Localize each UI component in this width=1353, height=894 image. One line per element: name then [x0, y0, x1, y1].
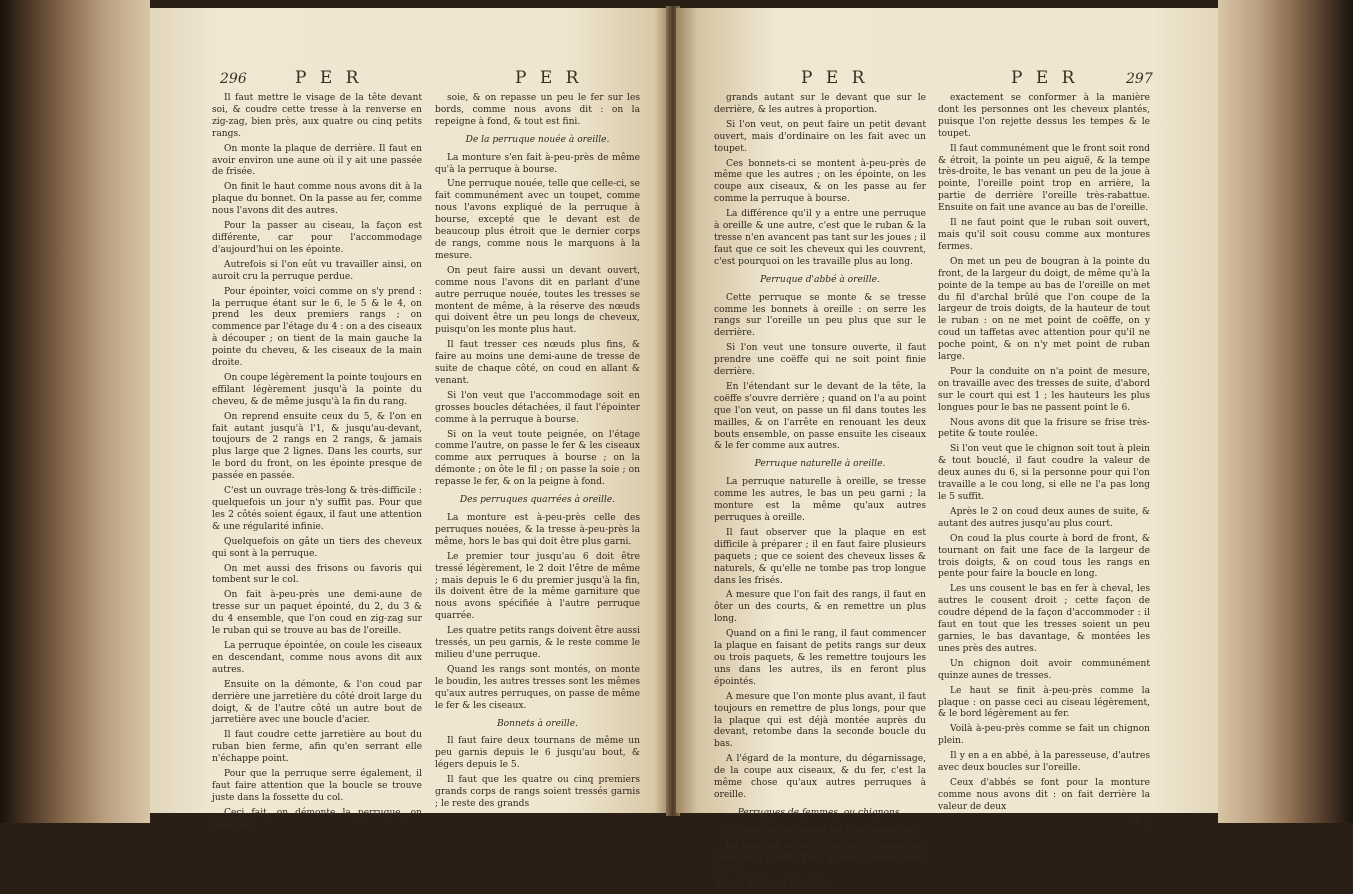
- paragraph: Autrefois si l'on eût vu travailler ainsi, on auroit cru la perruque perdue.: [212, 259, 422, 282]
- paragraph: On met aussi des frisons ou favoris qui tombent sur le col.: [212, 563, 422, 586]
- paragraph: On peut faire aussi un devant ouvert, comme nous l'avons dit en parlant d'une autre perruque nouée, toutes les tresses se montent de même, à la réserve des nœuds qui doivent être un peu longs de cheveux, puisqu'on les monte plus haut.: [435, 265, 640, 336]
- paragraph: La monture se fait à-peu-près comme une monture à oreille. Pour qu'elles saillent bien, il faut: [714, 840, 926, 875]
- section-heading: Perruque naturelle à oreille.: [754, 459, 886, 470]
- paragraph: soie, & on repasse un peu le fer sur les bords, comme nous avons dit : on la repeigne à fond, & tout est fini.: [435, 93, 640, 127]
- paragraph: exactement se conformer à la manière dont les personnes ont les cheveux plantés, puisque l'on rejette dessus les tempes & le toupet.: [938, 93, 1150, 139]
- paragraph: Ce sont les perruques les plus modernes.: [726, 825, 917, 836]
- paragraph: Si l'on veut, on peut faire un petit devant ouvert, mais d'ordinaire on les fait avec un toupet.: [714, 119, 926, 154]
- right-page: [676, 8, 1218, 890]
- paragraph: Il faut mettre le visage de la tête devant soi, & coudre cette tresse à la renverse en zig-zag, bien près, aux quatre ou cinq petits rangs.: [212, 93, 422, 139]
- paragraph: A mesure que l'on fait des rangs, il faut en ôter un des courts, & en remettre un plus long.: [714, 590, 926, 625]
- paragraph: La monture est à-peu-près celle des perruques nouées, & la tresse à-peu-près la même, hors le bas qui doit être plus garni.: [435, 513, 640, 547]
- paragraph: On coupe légèrement la pointe toujours en effilant légèrement jusqu'à la pointe du cheveu, & de même jusqu'à la fin du rang.: [212, 372, 422, 407]
- paragraph: La monture s'en fait à-peu-près de même qu'à la perruque à bourse.: [435, 152, 640, 175]
- paragraph: Si on la veut toute peignée, on l'étage comme l'autre, on passe le fer & les ciseaux comme aux perruques à bourse ; on la démonte ; on ôte le fil ; on passe la soie ; on repasse le fer, & on la peigne à fond.: [435, 429, 640, 488]
- paragraph: Il faut que les quatre ou cinq premiers grands corps de rangs soient tressés garnis ; le reste des grands: [435, 775, 640, 809]
- paragraph: Les quatre petits rangs doivent être aussi tressés, un peu garnis, & le reste comme le milieu d'une perruque.: [435, 626, 640, 660]
- paragraph: On reprend ensuite ceux du 5, & l'on en fait autant jusqu'à l'1, & jusqu'au-devant, toujours de 2 rangs en 2 rangs, & jamais plus large que 2 lignes. Dans les courts, sur le bord du front, on les épointe presque de passée en passée.: [212, 411, 422, 482]
- paragraph: Ceci fait, on démonte la perruque, on passe la: [212, 807, 422, 830]
- text-column-left-2: [435, 93, 640, 814]
- paragraph: Il faut communément que le front soit rond & étroit, la pointe un peu aiguë, & la tempe très-droite, le bas venant un peu de la joue à pointe, l'oreille point trop en arrière, la partie de derrière l'oreille très-rabattue. Ensuite on fait une avance au bas de l'oreille.: [938, 143, 1150, 214]
- paragraph: Pour épointer, voici comme on s'y prend : la perruque étant sur le 6, le 5 & le 4, on prend les deux premiers rangs ; on commence par l'étage du 4 : on a des ciseaux à découper ; on tient de la main gauche la pointe du cheveu, & les ciseaux de la main droite.: [212, 286, 422, 369]
- running-head: P E R: [295, 68, 363, 88]
- paragraph: Pour que la perruque serre également, il faut faire attention que la boucle se trouve juste dans la fossette du col.: [212, 769, 422, 803]
- paragraph: On fait à-peu-près une demi-aune de tresse sur un paquet épointé, du 2, du 3 & du 4 ensemble, que l'on coud en zig-zag sur le ruban qui se trouve au bas de l'oreille.: [212, 590, 422, 637]
- paragraph: Si l'on veut une tonsure ouverte, il faut prendre une coëffe qui ne soit point finie derrière.: [714, 343, 926, 378]
- paragraph: Quelquefois on gâte un tiers des cheveux qui sont à la perruque.: [212, 536, 422, 559]
- page-number: 296: [220, 71, 247, 87]
- paragraph: Il y en a en abbé, à la paresseuse, d'autres avec deux boucles sur l'oreille.: [938, 751, 1150, 774]
- text-column-right-1: [714, 93, 926, 894]
- paragraph: Un chignon doit avoir communément quinze aunes de tresses.: [938, 658, 1150, 681]
- paragraph: Si l'on veut que le chignon soit tout à plein & tout bouclé, il faut coudre la valeur de deux aunes du 6, si la personne pour qui l'on travaille a le cou long, si elle ne l'a pas long le 5 suffit.: [938, 444, 1150, 502]
- paragraph: Ceux d'abbés se font pour la monture comme nous avons dit : on fait derrière la valeur de deux: [938, 777, 1150, 812]
- paragraph: Le haut se finit à-peu-près comme la plaque : on passe ceci au ciseau légèrement, & le bord légèrement au fer.: [938, 685, 1150, 720]
- footer-line: Arts & Métiers. Tom. VI.: [714, 879, 827, 890]
- paragraph: La perruque naturelle à oreille, se tresse comme les autres, le bas un peu garni ; la monture est la même qu'aux autres perruques à oreille.: [714, 477, 926, 523]
- paragraph: Pour la passer au ciseau, la façon est différente, car pour l'accommodage d'aujourd'hui on les épointe.: [212, 221, 422, 255]
- text-column-right-2: [938, 93, 1150, 832]
- running-head: P E R: [1011, 68, 1079, 88]
- section-heading: Perruque d'abbé à oreille.: [760, 274, 880, 285]
- paragraph: Les uns cousent le bas en fer à cheval, les autres le cousent droit ; cette façon de coudre dépend de la façon d'accommoder : il faut en tout que les tresses soient un peu garnies, le bas davantage, & montées les unes près des autres.: [938, 584, 1150, 654]
- paragraph: Voilà à-peu-près comme se fait un chignon plein.: [938, 724, 1150, 747]
- paragraph: Une perruque nouée, telle que celle-ci, se fait communément avec un toupet, comme nous l'avons expliqué de la perruque à bourse, excepté que le devant est de beaucoup plus étroit que le dernier corps de rangs, comme nous le marquons à la mesure.: [435, 179, 640, 261]
- paragraph: Il faut coudre cette jarretière au bout du ruban bien ferme, afin qu'en serrant elle n'échappe point.: [212, 730, 422, 765]
- paragraph: La différence qu'il y a entre une perruque à oreille & une autre, c'est que le ruban & la tresse n'en avancent pas tant sur les joues ; il faut que ce soit les cheveux qui les couvrent, c'est pourquoi on les travaille plus au long.: [714, 209, 926, 267]
- paragraph: On finit le haut comme nous avons dit à la plaque du bonnet. On la passe au fer, comme nous l'avons dit des autres.: [212, 182, 422, 217]
- paragraph: Il ne faut point que le ruban soit ouvert, mais qu'il soit cousu comme aux montures fermes.: [938, 218, 1150, 252]
- paragraph: Ces bonnets-ci se montent à-peu-près de même que les autres ; on les épointe, on les coupe aux ciseaux, & on les passe au fer comme la perruque à bourse.: [714, 158, 926, 205]
- paragraph: A mesure que l'on monte plus avant, il faut toujours en remettre de plus longs, pour que la plaque qui est déjà montée auprès du devant, retombe dans la seconde boucle du bas.: [714, 691, 926, 750]
- section-heading: Des perruques quarrées à oreille.: [459, 495, 616, 506]
- paragraph: Il faut tresser ces nœuds plus fins, & faire au moins une demi-aune de tresse de suite de chaque côté, on coud en allant & venant.: [435, 340, 640, 386]
- running-head: P E R: [801, 68, 869, 88]
- paragraph: On monte la plaque de derrière. Il faut en avoir environ une aune où il y ait une passée de frisée.: [212, 143, 422, 178]
- signature-mark: P p: [1135, 816, 1150, 827]
- paragraph: grands autant sur le devant que sur le derrière, & les autres à proportion.: [714, 93, 926, 115]
- page-number: 297: [1126, 71, 1153, 87]
- paragraph: On coud la plus courte à bord de front, & tournant on fait une face de la largeur de trois doigts, & on coud tous les rangs en pente pour faire la boucle en long.: [938, 533, 1150, 580]
- paragraph: Nous avons dit que la frisure se frise très-petite & toute roulée.: [938, 417, 1150, 440]
- paragraph: C'est un ouvrage très-long & très-difficile : quelquefois un jour n'y suffit pas. Pour que les 2 côtés soient égaux, il faut une attention & une régularité infinie.: [212, 486, 422, 532]
- paragraph: Quand les rangs sont montés, on monte le boudin, les autres tresses sont les mêmes qu'aux autres perruques, on passe de même le fer & les ciseaux.: [435, 664, 640, 711]
- paragraph: Le premier tour jusqu'au 6 doit être tressé légèrement, le 2 doit l'être de même ; mais depuis le 6 du premier jusqu'à la fin, ils doivent être de la même garniture que nous avons spécifiée à l'autre perruque quarrée.: [435, 551, 640, 622]
- paragraph: Ensuite on la démonte, & l'on coud par derrière une jarretière du côté droit large du doigt, & de l'autre côté un autre bout de jarretière avec une boucle d'acier.: [212, 679, 422, 726]
- paragraph: Quand on a fini le rang, il faut commencer la plaque en faisant de petits rangs sur deux ou trois paquets, & les remettre toujours les uns dans les autres, ils en feront plus épointés.: [714, 629, 926, 687]
- book-edge-right: [1218, 0, 1353, 823]
- left-page: [150, 8, 670, 830]
- paragraph: Après le 2 on coud deux aunes de suite, & autant des autres jusqu'au plus court.: [938, 506, 1150, 529]
- paragraph: Il faut observer que la plaque en est difficile à préparer ; il en faut faire plusieurs paquets ; que ce soient des cheveux lisses & naturels, & qu'elle ne tombe pas trop longue dans les frisés.: [714, 527, 926, 586]
- paragraph: Il faut faire deux tournans de même un peu garnis depuis le 6 jusqu'au bout, & légers depuis le 5.: [435, 736, 640, 771]
- section-heading: Bonnets à oreille.: [497, 718, 578, 729]
- section-heading: Perruques de femmes, ou chignons.: [737, 807, 903, 818]
- paragraph: Cette perruque se monte & se tresse comme les bonnets à oreille : on serre les rangs sur l'oreille un peu plus que sur le derrière.: [714, 292, 926, 339]
- paragraph: A l'égard de la monture, du dégarnissage, de la coupe aux ciseaux, & du fer, c'est la même chose qu'aux autres perruques à oreille.: [714, 754, 926, 800]
- paragraph: En l'étendant sur le devant de la tête, la coëffe s'ouvre derrière ; quand on l'a au point que l'on veut, on passe un fil dans toutes les mailles, & on l'arrête en renouant les deux bouts ensemble, on passe ensuite les ciseaux & le fer comme aux autres.: [714, 381, 926, 452]
- book-edge-left: [0, 0, 150, 823]
- section-heading: De la perruque nouée à oreille.: [465, 134, 610, 145]
- paragraph: On met un peu de bougran à la pointe du front, de la largeur du doigt, de même qu'à la pointe de la tempe au bas de l'oreille on met du fil d'archal brûlé que l'on coupe de la largeur de trois doigts, de la hauteur de tout le ruban : on ne met point de coëffe, on y coud un taffetas avec attention pour qu'il ne poche point, & on n'y met point de ruban large.: [938, 256, 1150, 363]
- text-column-left-1: [212, 93, 422, 835]
- running-head: P E R: [515, 68, 583, 88]
- paragraph: Si l'on veut que l'accommodage soit en grosses boucles détachées, il faut l'épointer comme à la perruque à bourse.: [435, 390, 640, 425]
- paragraph: Pour la conduite on n'a point de mesure, on travaille avec des tresses de suite, d'abord sur le court qui est 1 ; les hauteurs les plus longues pour le bas ne passent point le 6.: [938, 366, 1150, 413]
- paragraph: La perruque épointée, on coule les ciseaux en descendant, comme nous avons dit aux autres.: [212, 640, 422, 675]
